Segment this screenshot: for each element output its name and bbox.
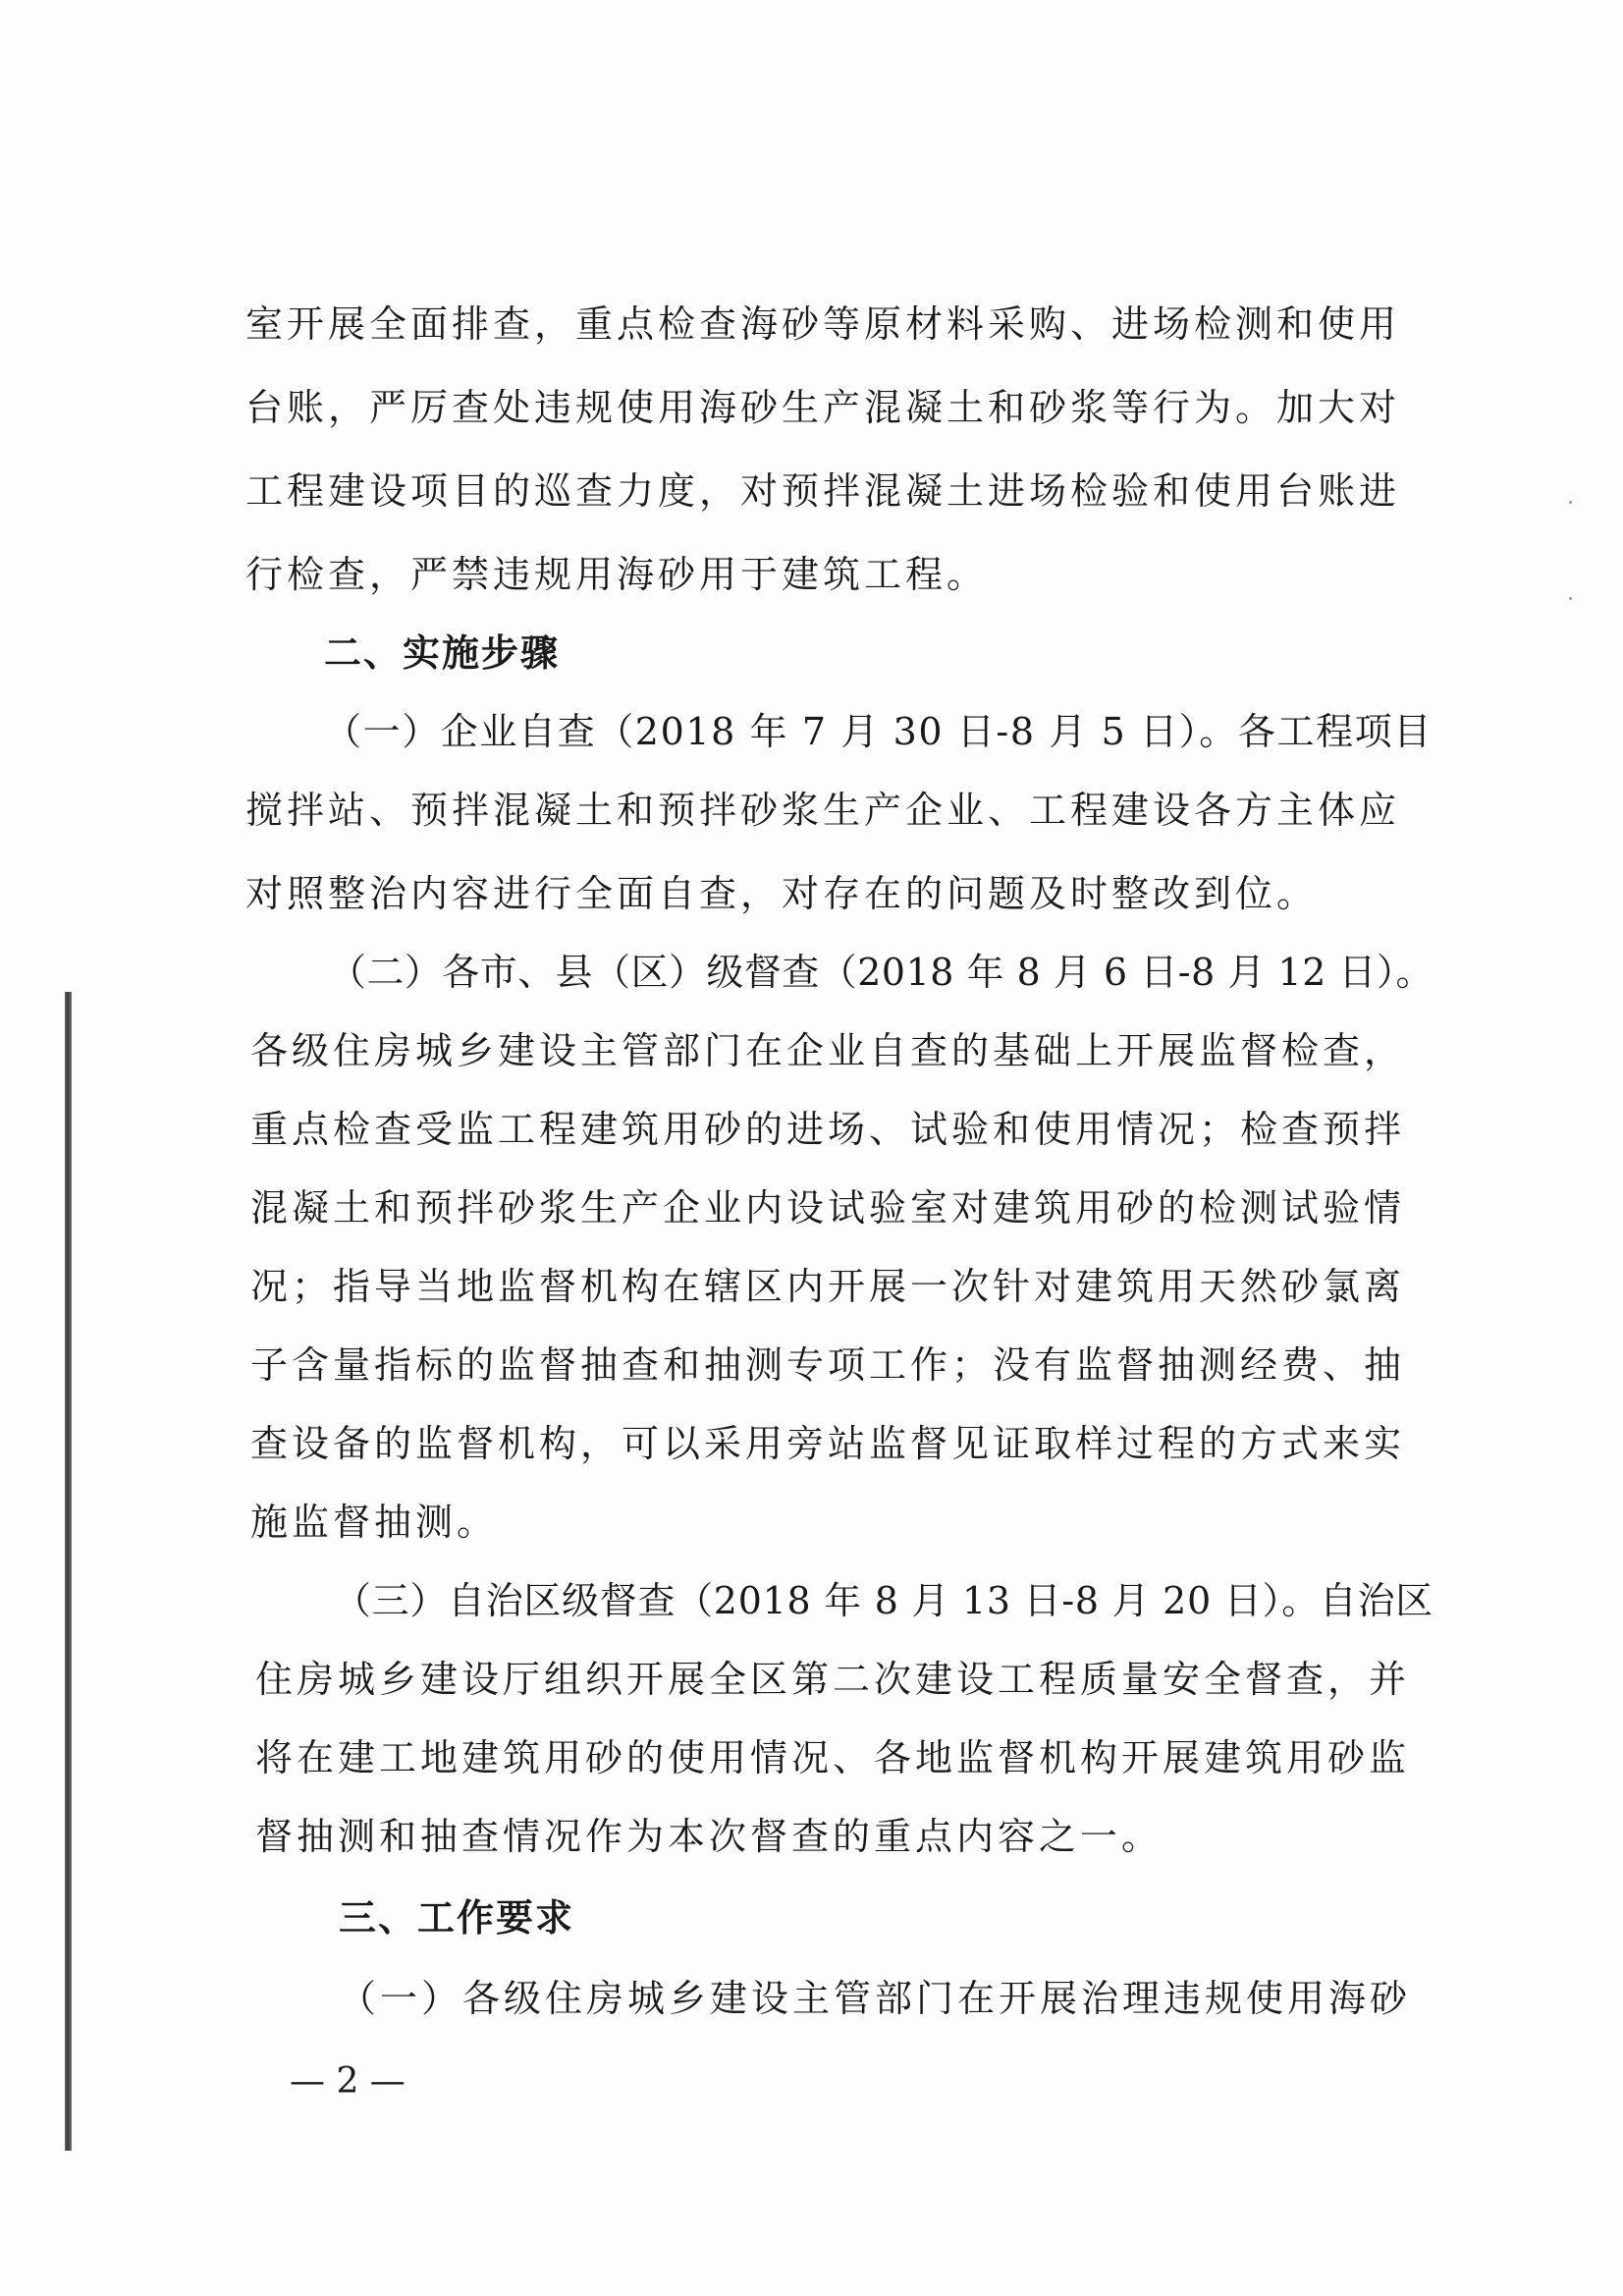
- paragraph-line: （一）企业自查（2018 年 7 月 30 日-8 月 5 日）。各工程项目: [324, 710, 1433, 753]
- section-heading: 二、实施步骤: [324, 631, 561, 675]
- paragraph-line: 室开展全面排查，重点检查海砂等原材料采购、进场检测和使用: [245, 302, 1401, 346]
- paragraph-line: 对照整治内容进行全面自查，对存在的问题及时整改到位。: [245, 872, 1319, 915]
- paragraph-line: 搅拌站、预拌混凝土和预拌砂浆生产企业、工程建设各方主体应: [245, 789, 1401, 832]
- paragraph-line: 子含量指标的监督抽查和抽测专项工作；没有监督抽测经费、抽: [250, 1343, 1406, 1387]
- paragraph-line: 混凝土和预拌砂浆生产企业内设试验室对建筑用砂的检测试验情: [250, 1186, 1406, 1230]
- scan-speck: [1569, 501, 1572, 504]
- paragraph-line: 行检查，严禁违规用海砂用于建筑工程。: [245, 553, 989, 596]
- paragraph-line: （一）各级住房城乡建设主管部门在开展治理违规使用海砂: [339, 1977, 1412, 2020]
- paragraph-line: 住房城乡建设厅组织开展全区第二次建设工程质量安全督查，并: [255, 1658, 1411, 1701]
- paragraph-line: 工程建设项目的巡查力度，对预拌混凝土进场检验和使用台账进: [245, 469, 1401, 513]
- paragraph-line: 将在建工地建筑用砂的使用情况、各地监督机构开展建筑用砂监: [255, 1736, 1411, 1779]
- paragraph-line: 重点检查受监工程建筑用砂的进场、试验和使用情况；检查预拌: [250, 1108, 1406, 1151]
- paragraph-line: 施监督抽测。: [250, 1501, 499, 1544]
- scan-edge-mark: [65, 992, 72, 2151]
- section-heading: 三、工作要求: [339, 1896, 575, 1940]
- paragraph-line: （二）各市、县（区）级督查（2018 年 8 月 6 日-8 月 12 日）。: [329, 951, 1434, 994]
- paragraph-line: 况；指导当地监督机构在辖区内开展一次针对建筑用天然砂氯离: [250, 1265, 1406, 1308]
- paragraph-line: 查设备的监督机构，可以采用旁站监督见证取样过程的方式来实: [250, 1422, 1406, 1465]
- paragraph-line: 督抽测和抽查情况作为本次督查的重点内容之一。: [255, 1815, 1163, 1858]
- page-number: — 2 —: [290, 2061, 406, 2102]
- paragraph-line: （三）自治区级督查（2018 年 8 月 13 日-8 月 20 日）。自治区: [334, 1579, 1434, 1622]
- paragraph-line: 各级住房城乡建设主管部门在企业自查的基础上开展监督检查，: [250, 1029, 1406, 1072]
- paragraph-line: 台账，严厉查处违规使用海砂生产混凝土和砂浆等行为。加大对: [245, 386, 1401, 429]
- scan-speck: [1569, 597, 1572, 600]
